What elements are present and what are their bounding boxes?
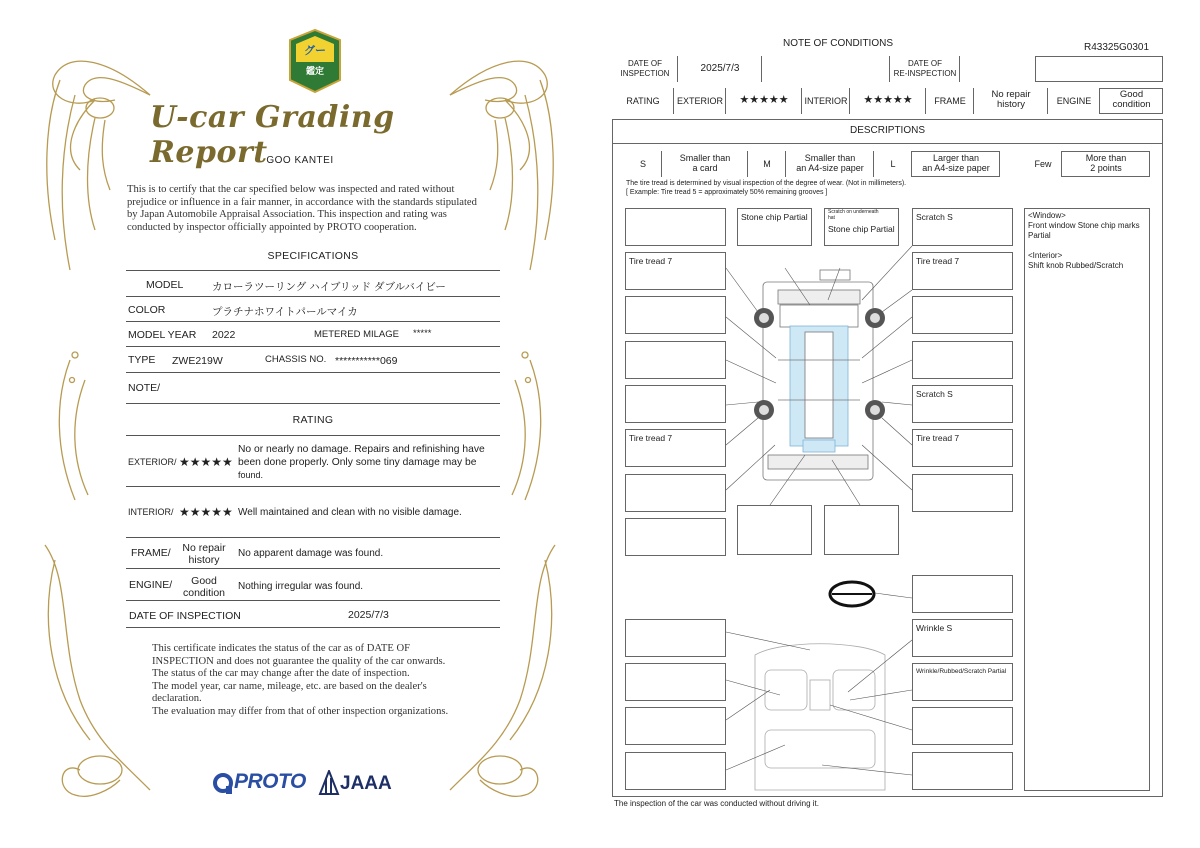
color-value: プラチナホワイトパールマイカ [212,306,358,318]
model-year-label: MODEL YEAR [128,329,197,341]
label-line: DATE OF [627,59,663,68]
jaaa-logo: JAAA [340,773,392,794]
damage-front-center: Stone chip Partial [741,212,808,222]
certificate-disclaimer [152,643,482,719]
report-subtitle: GOO KANTEI [266,155,334,166]
interior-label: INTERIOR [804,96,848,106]
rating-label: RATING [626,96,660,106]
certification-statement [127,184,499,234]
model-label: MODEL [146,279,184,291]
legend-l: L [890,159,896,169]
damage-left-rear-tire: Tire tread 7 [629,433,673,443]
damage-box [912,474,1013,512]
damage-box [912,707,1013,745]
engine-value-line: Good [191,575,217,587]
divider [126,296,500,297]
damage-box [912,575,1013,613]
damage-box [625,619,726,657]
legend-line: an A4-size paper [796,163,864,173]
engine-value [176,575,232,599]
tire-note-line: The tire tread is determined by visual inspection of the degree of wear. (Not in millimeters). [626,180,907,187]
interior-description: Well maintained and clean with no visible damage. [238,507,462,518]
report-id: R43325G0301 [1084,42,1150,53]
footer-note: The inspection of the car was conducted without driving it. [614,799,819,808]
damage-box [912,296,1013,334]
divider [126,270,500,271]
divider [126,403,500,404]
notes-box [1024,208,1150,791]
disclaimer-line: The model year, car name, mileage, etc. are based on the dealer's [152,680,427,692]
exterior-desc-line: found. [238,470,264,480]
interior-label: INTERIOR/ [128,507,174,517]
exterior-label: EXTERIOR/ [128,457,177,467]
chassis-value: ***********069 [335,355,398,367]
exterior-desc-line: been done properly. Only some tiny damage may be [238,456,477,468]
jaaa-logo-icon [318,770,340,796]
frame-value [176,542,232,566]
descriptions-heading: DESCRIPTIONS [849,125,925,136]
date-of-inspection-label: DATE OF INSPECTION [129,610,241,622]
damage-box [625,663,726,701]
notes-line: <Interior> [1028,251,1063,260]
damage-note-line: Scratch on underneath [828,209,879,215]
damage-box [912,341,1013,379]
divider [126,346,500,347]
legend-line: Smaller than [679,153,731,163]
exterior-stars: ★★★★★ [179,455,233,469]
badge-top-text: グー [304,45,326,57]
model-year-value: 2022 [212,329,236,341]
value-line: condition [1112,99,1151,110]
damage-box [625,296,726,334]
legend-line: More than [1085,153,1127,163]
notes-line: <Window> [1028,211,1066,220]
notes-spacer [1028,241,1148,251]
label-line: DATE OF [907,59,943,68]
engine-label: ENGINE/ [129,579,173,591]
certify-line: prejudice or influence in a fair manner, in accordance with the standards stipulated [127,196,477,208]
notes-line: Front window Stone chip marks [1028,221,1140,230]
divider [126,435,500,436]
divider [126,627,500,628]
divider [126,321,500,322]
frame-label: FRAME [934,96,966,106]
damage-interior-1: Wrinkle S [916,623,953,633]
legend-line: Smaller than [804,153,856,163]
damage-box [912,752,1013,790]
damage-box [625,707,726,745]
disclaimer-line: declaration. [152,693,202,705]
disclaimer-line: This certificate indicates the status of the car as of DATE OF [152,643,410,654]
engine-description: Nothing irregular was found. [238,581,364,592]
divider [126,568,500,569]
metered-mileage-value: ***** [413,328,432,339]
steering-wheel-icon [830,582,874,606]
engine-value-line: condition [182,587,226,599]
damage-note-line: hat [828,215,835,221]
label-line: RE-INSPECTION [893,69,957,78]
rating-heading: RATING [292,414,334,426]
badge-bottom-text: 鑑定 [305,66,324,76]
note-label: NOTE/ [128,382,161,394]
legend-line: Larger than [932,153,980,163]
report-title: U-car Grading Report [150,100,395,170]
model-value: カローラツーリング ハイブリッド ダブルバイビー [212,281,446,293]
damage-box [824,505,899,555]
frame-description: No apparent damage was found. [238,548,384,559]
interior-stars: ★★★★★ [179,505,233,519]
damage-box [625,208,726,246]
disclaimer-line: The evaluation may differ from that of other inspection organizations. [152,705,449,717]
interior-diagram [755,644,885,790]
label-line: INSPECTION [620,69,670,78]
notes-line: Shift knob Rubbed/Scratch [1028,261,1124,270]
legend-few: Few [1034,159,1052,169]
date-of-inspection-value: 2025/7/3 [700,63,740,74]
frame-value-line: history [188,554,220,566]
proto-logo: PROTO [234,770,306,793]
frame-value-line: No repair [182,542,226,554]
damage-left-front-tire: Tire tread 7 [629,256,673,266]
proto-logo-icon [212,772,236,796]
damage-right-mid: Scratch S [916,389,953,399]
type-label: TYPE [128,354,156,366]
color-label: COLOR [128,304,166,316]
divider [126,600,500,601]
metered-mileage-label: METERED MILAGE [314,329,399,340]
legend-m: M [763,159,771,169]
disclaimer-line: The status of the car may change after the date of inspection. [152,668,410,680]
certify-line: by Japan Automobile Appraisal Association. This inspection and rating was [127,209,447,221]
note-of-conditions [600,0,1200,848]
damage-box [625,341,726,379]
value-line: Good [1119,89,1144,100]
damage-box [625,385,726,423]
certify-line: This is to certify that the car specified below was inspected and rated without [127,184,455,195]
specifications-heading: SPECIFICATIONS [267,250,359,262]
damage-front-right: Scratch S [916,212,953,222]
divider [126,372,500,373]
exterior-desc-line: No or nearly no damage. Repairs and refinishing have [238,444,485,455]
damage-box [625,752,726,790]
conditions-title: NOTE OF CONDITIONS [783,38,893,49]
exterior-stars: ★★★★★ [739,94,789,106]
notes-line: Partial [1028,231,1051,240]
divider [126,537,500,538]
damage-box [625,518,726,556]
exterior-description [238,444,485,482]
legend-s: S [639,159,646,169]
legend-line: 2 points [1090,163,1122,173]
disclaimer-line: INSPECTION and does not guarantee the quality of the car onwards. [152,655,446,667]
damage-box [737,505,812,555]
damage-hood-note [828,209,879,221]
divider [126,486,500,487]
exterior-label: EXTERIOR [676,96,723,106]
frame-label: FRAME/ [131,547,171,559]
value-line: No repair [991,89,1031,100]
legend-line: a card [692,163,718,173]
interior-stars: ★★★★★ [863,94,913,106]
type-value: ZWE219W [172,355,223,367]
engine-label: ENGINE [1056,96,1092,106]
tire-note-line: [ Example: Tire tread 5 = approximately 50% remaining grooves ] [626,189,828,196]
value-line: history [997,99,1025,110]
date-of-inspection-value: 2025/7/3 [348,609,389,621]
damage-right-front-tire: Tire tread 7 [916,256,960,266]
damage-interior-2: Wrinkle/Rubbed/Scratch Partial [916,668,1007,675]
damage-right-rear-tire: Tire tread 7 [916,433,960,443]
damage-hood: Stone chip Partial [828,224,895,234]
notes-text [1028,211,1148,271]
legend-line: an A4-size paper [922,163,990,173]
certify-line: conducted by inspector officially appointed by PROTO cooperation. [127,221,417,233]
damage-box [625,474,726,512]
chassis-label: CHASSIS NO. [265,354,327,365]
